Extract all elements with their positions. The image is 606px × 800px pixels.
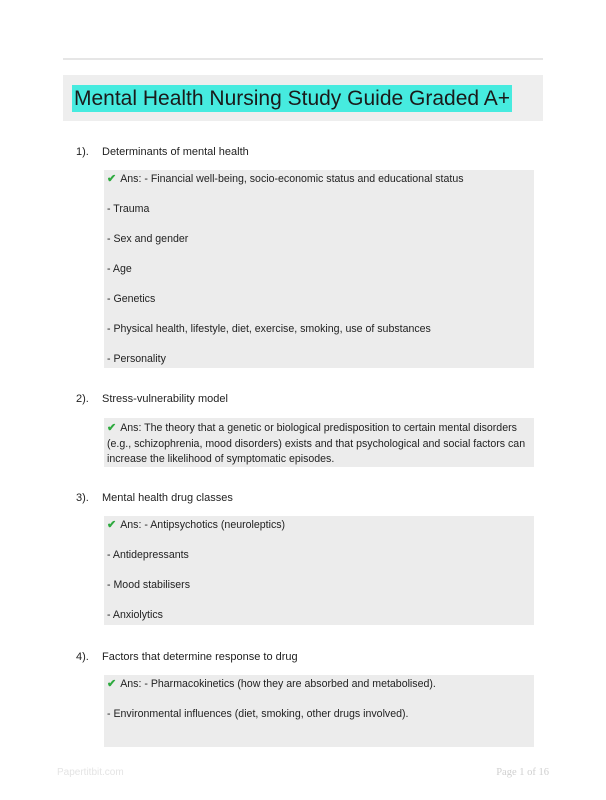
check-icon: ✔ [107,519,117,531]
answer-box-3 [104,516,534,625]
question-number: 4). [76,651,89,663]
answer-line: - Physical health, lifestyle, diet, exercise, smoking, use of substances [107,323,431,335]
answer-line: - Mood stabilisers [107,579,191,591]
title-banner [63,75,543,121]
answer-line: - Genetics [107,293,156,305]
answer-line: - Environmental influences (diet, smoking, other drugs involved). [107,708,409,720]
check-icon: ✔ [107,173,117,185]
document-title: Mental Health Nursing Study Guide Graded A+ [74,87,510,110]
question-text: Determinants of mental health [102,146,249,158]
answer-line: ✔ Ans: - Pharmacokinetics (how they are absorbed and metabolised). [107,678,436,690]
page-indicator: Page 1 of 16 [496,767,549,778]
question-number: 2). [76,393,89,405]
answer-box-1 [104,170,534,368]
answer-paragraph: ✔ Ans: The theory that a genetic or biological predisposition to certain mental disorders (e.g., schizophrenia, mood disorders) exists and that psychological and social factors can increase the likelihood of symptomatic episodes. [107,422,526,465]
answer-box-4 [104,675,534,747]
answer-line: - Personality [107,353,166,365]
question-text: Factors that determine response to drug [102,651,298,663]
answer-line: - Anxiolytics [107,609,163,621]
question-number: 3). [76,492,89,504]
answer-line: - Antidepressants [107,549,189,561]
answer-box-2 [104,418,534,467]
question-text: Mental health drug classes [102,492,233,504]
watermark-text: Papertitbit.com [57,767,124,778]
question-number: 1). [76,146,89,158]
question-text: Stress-vulnerability model [102,393,228,405]
answer-line: - Sex and gender [107,233,189,245]
answer-line: ✔ Ans: - Antipsychotics (neuroleptics) [107,519,286,531]
check-icon: ✔ [107,422,117,434]
check-icon: ✔ [107,678,117,690]
answer-line: - Age [107,263,132,275]
answer-line: ✔ Ans: - Financial well-being, socio-economic status and educational status [107,173,464,185]
answer-line: - Trauma [107,203,150,215]
top-divider [63,58,543,60]
